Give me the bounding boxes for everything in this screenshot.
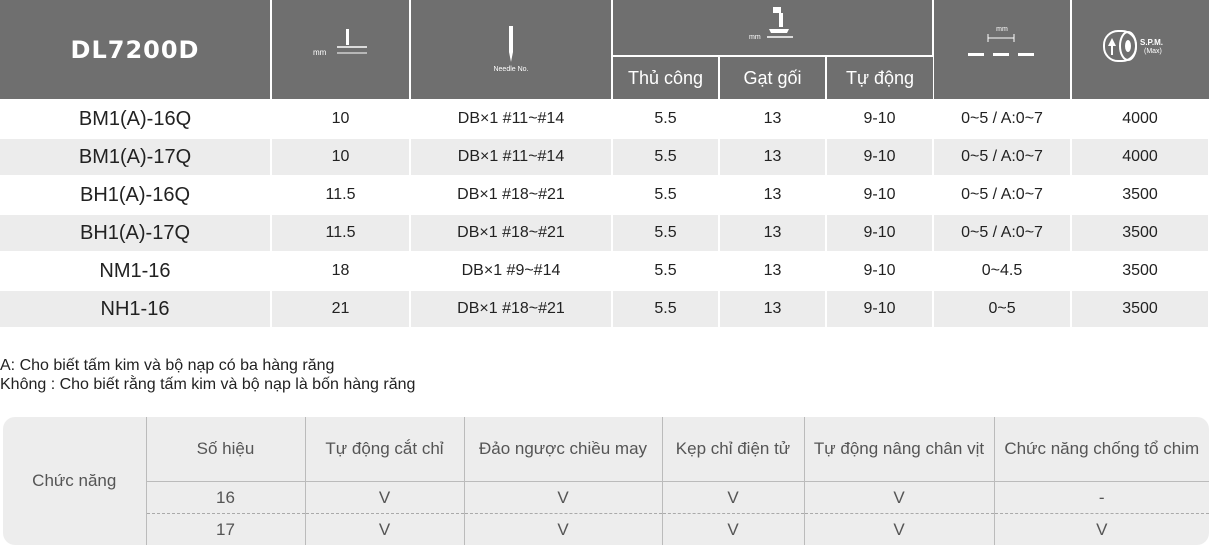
function-header: Chức năng chống tổ chim (1004, 439, 1200, 458)
feed-cell: 0~5 (933, 290, 1071, 328)
auto-cell: 9-10 (826, 252, 933, 290)
feed-cell: 0~5 / A:0~7 (933, 100, 1071, 138)
knee-cell: 13 (719, 138, 826, 176)
needle-cell: DB×1 #18~#21 (410, 176, 612, 214)
feed-cell: 0~5 / A:0~7 (933, 214, 1071, 252)
auto-cell: 9-10 (826, 100, 933, 138)
lift-knee-header: Gạt gối (719, 56, 826, 100)
function-cell: 16 (146, 482, 305, 514)
manual-cell: 5.5 (612, 214, 719, 252)
manual-cell: 5.5 (612, 290, 719, 328)
function-cell: 17 (146, 514, 305, 546)
presser-foot-icon (743, 3, 803, 47)
function-cell: - (994, 482, 1209, 514)
spm-cell: 4000 (1071, 100, 1209, 138)
knee-cell: 13 (719, 100, 826, 138)
function-cell: V (464, 514, 662, 546)
function-cell: V (305, 482, 464, 514)
feed-unit: mm (996, 26, 1008, 33)
table-row (0, 138, 1209, 176)
function-cell: V (662, 482, 804, 514)
function-cell: V (804, 514, 994, 546)
function-cell: V (464, 482, 662, 514)
function-row-label: Chức năng (3, 417, 146, 545)
stitch-cell: 21 (271, 290, 410, 328)
stitch-cell: 18 (271, 252, 410, 290)
needle-cell: DB×1 #18~#21 (410, 290, 612, 328)
note-line: Không : Cho biết rằng tấm kim và bộ nạp là bốn hàng răng (0, 376, 416, 393)
model-cell: BH1(A)-17Q (0, 214, 271, 252)
feed-cell: 0~4.5 (933, 252, 1071, 290)
function-cell: V (662, 514, 804, 546)
manual-cell: 5.5 (612, 138, 719, 176)
note-line: A: Cho biết tấm kim và bộ nạp có ba hàng răng (0, 357, 335, 374)
needle-header (410, 0, 612, 100)
stitch-cell: 10 (271, 100, 410, 138)
function-header: Kẹp chỉ điện tử (662, 417, 804, 482)
feed-dog-icon (964, 22, 1040, 72)
speed-header (1071, 0, 1209, 100)
function-row (3, 482, 1209, 514)
knee-cell: 13 (719, 252, 826, 290)
auto-cell: 9-10 (826, 290, 933, 328)
speed-sub: (Max) (1143, 48, 1162, 55)
stitch-length-icon (311, 25, 371, 69)
feed-cell: 0~5 / A:0~7 (933, 176, 1071, 214)
needle-cell: DB×1 #11~#14 (410, 100, 612, 138)
model-cell: BM1(A)-16Q (0, 100, 271, 138)
feed-header (933, 0, 1071, 100)
table-row (0, 290, 1209, 328)
feed-cell: 0~5 / A:0~7 (933, 138, 1071, 176)
presser-lift-header (612, 0, 933, 56)
function-cell: V (305, 514, 464, 546)
stitch-length-header (271, 0, 410, 100)
table-row (0, 100, 1209, 138)
knee-cell: 13 (719, 176, 826, 214)
lift-unit: mm (748, 34, 761, 41)
table-row (0, 176, 1209, 214)
spm-cell: 3500 (1071, 252, 1209, 290)
function-header: Đảo ngược chiều may (464, 417, 662, 482)
function-row (3, 514, 1209, 546)
needle-label: Needle No. (493, 66, 529, 72)
manual-cell: 5.5 (612, 176, 719, 214)
knee-cell: 13 (719, 290, 826, 328)
spm-cell: 3500 (1071, 176, 1209, 214)
model-header: DL7200D (0, 0, 271, 100)
spm-cell: 4000 (1071, 138, 1209, 176)
model-cell: BH1(A)-16Q (0, 176, 271, 214)
auto-cell: 9-10 (826, 214, 933, 252)
table-row (0, 252, 1209, 290)
function-cell: V (1096, 519, 1108, 539)
needle-cell: DB×1 #18~#21 (410, 214, 612, 252)
manual-cell: 5.5 (612, 100, 719, 138)
needle-cell: DB×1 #9~#14 (410, 252, 612, 290)
lift-manual-header: Thủ công (612, 56, 719, 100)
function-header: Số hiệu (146, 417, 305, 482)
stitch-cell: 10 (271, 138, 410, 176)
auto-cell: 9-10 (826, 138, 933, 176)
model-cell: NH1-16 (0, 290, 271, 328)
function-header: Tự động cắt chỉ (305, 417, 464, 482)
model-cell: NM1-16 (0, 252, 271, 290)
lift-auto-header: Tự động (826, 56, 933, 100)
table-row (0, 214, 1209, 252)
stitch-cell: 11.5 (271, 214, 410, 252)
stitch-unit: mm (312, 48, 326, 57)
speed-spool-icon (1098, 25, 1184, 69)
speed-label: S.P.M. (1139, 38, 1163, 47)
function-cell: V (804, 482, 994, 514)
spm-cell: 3500 (1071, 214, 1209, 252)
needle-cell: DB×1 #11~#14 (410, 138, 612, 176)
manual-cell: 5.5 (612, 252, 719, 290)
stitch-cell: 11.5 (271, 176, 410, 214)
knee-cell: 13 (719, 214, 826, 252)
function-header: Tự động nâng chân vịt (804, 417, 994, 482)
model-cell: BM1(A)-17Q (0, 138, 271, 176)
needle-icon (481, 22, 541, 72)
spm-cell: 3500 (1071, 290, 1209, 328)
function-table (3, 417, 1209, 545)
notes (0, 356, 415, 394)
auto-cell: 9-10 (826, 176, 933, 214)
